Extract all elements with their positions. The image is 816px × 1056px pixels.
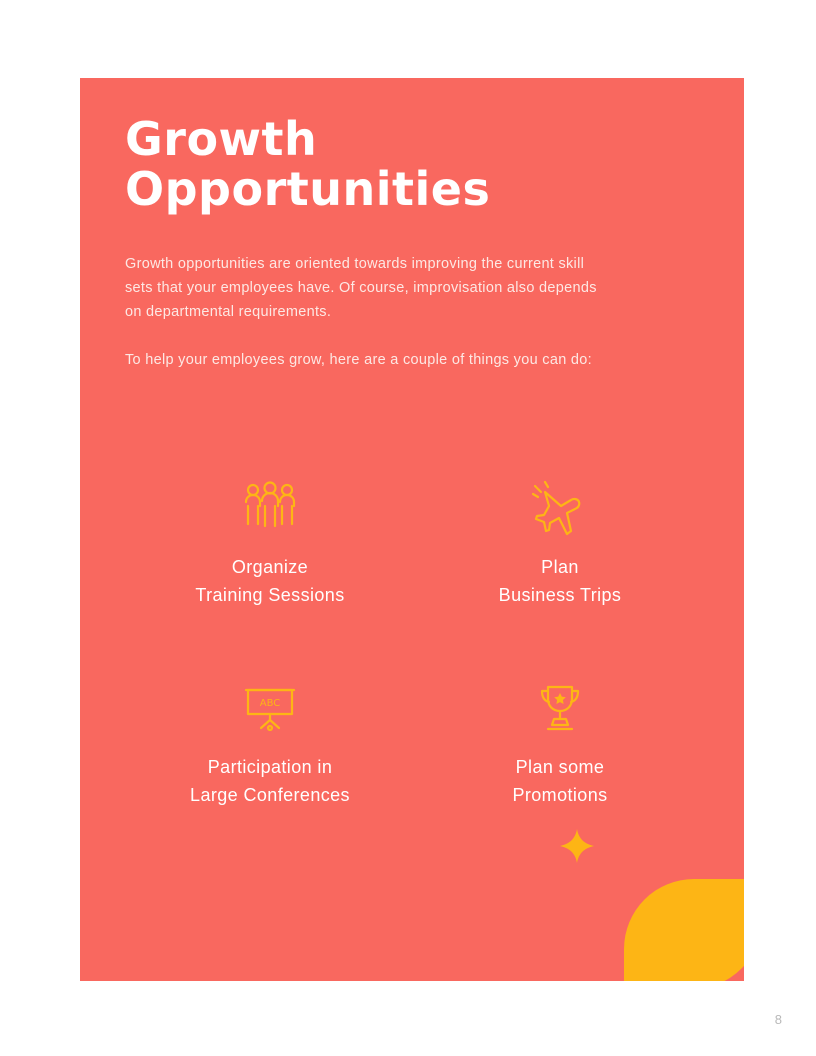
title-line-2: Opportunities <box>125 162 491 216</box>
label-line-1: Plan <box>541 557 579 577</box>
intro-paragraph: Growth opportunities are oriented towards improving the current skill sets that your employees have. Of course, improvisation also depends on departmental requirements. <box>125 256 597 320</box>
sparkle-icon <box>560 829 594 863</box>
svg-text:ABC: ABC <box>259 698 281 709</box>
label-line-1: Participation in <box>207 757 333 777</box>
label-line-2: Training Sessions <box>195 585 345 605</box>
content-card <box>80 78 744 981</box>
presentation-board-abc-icon <box>242 675 298 741</box>
opportunities-grid <box>125 463 705 863</box>
trophy-icon <box>534 675 586 741</box>
label-line-2: Large Conferences <box>190 785 350 805</box>
group-of-people-icon <box>240 475 300 541</box>
opportunity-label <box>512 753 607 809</box>
label-line-1: Organize <box>231 557 309 577</box>
label-line-2: Promotions <box>512 785 608 805</box>
opportunity-label <box>195 553 344 609</box>
opportunity-item-organize-training <box>125 463 415 663</box>
instruction-paragraph: To help your employees grow, here are a couple of things you can do: <box>125 352 592 368</box>
airplane-icon <box>531 475 589 541</box>
label-line-2: Business Trips <box>498 585 622 605</box>
opportunity-label <box>499 553 622 609</box>
opportunity-item-conferences <box>125 663 415 863</box>
page-number: 8 <box>774 1012 782 1027</box>
opportunity-item-business-trips <box>415 463 705 663</box>
title-line-1: Growth <box>125 112 318 166</box>
opportunity-label <box>190 753 350 809</box>
leaf-blob-shape <box>624 879 744 981</box>
page-title <box>125 114 685 214</box>
label-line-1: Plan some <box>515 757 605 777</box>
